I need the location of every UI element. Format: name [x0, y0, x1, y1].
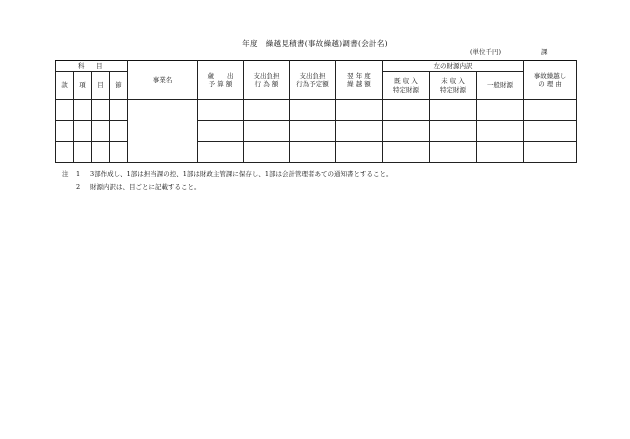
cell-kan[interactable]: [56, 100, 74, 121]
cell-kou[interactable]: [74, 142, 92, 163]
cell-shishutsu-yotei[interactable]: [290, 121, 336, 142]
header-kishu: 既 収 入 特定財源: [383, 72, 430, 100]
cell-shishutsu-koui[interactable]: [244, 142, 290, 163]
note-item: [62, 168, 393, 181]
unit-label: (単位千円): [470, 48, 502, 56]
cell-kishu[interactable]: [383, 100, 430, 121]
header-kou: 項: [74, 72, 92, 100]
cell-mishu[interactable]: [430, 142, 477, 163]
header-mishu: 未 収 入 特定財源: [430, 72, 477, 100]
cell-kou[interactable]: [74, 100, 92, 121]
cell-setsu[interactable]: [110, 121, 128, 142]
header-kan: 款: [56, 72, 74, 100]
carryover-table: [55, 60, 577, 163]
header-riyu: 事故繰越し の 理 由: [524, 61, 577, 100]
cell-shishutsu-yotei[interactable]: [290, 100, 336, 121]
header-setsu: 節: [110, 72, 128, 100]
header-zaigen-group: 左の財源内訳: [383, 61, 524, 72]
header-moku: 目: [92, 72, 110, 100]
cell-saishutsu[interactable]: [198, 142, 244, 163]
cell-kan[interactable]: [56, 121, 74, 142]
header-shishutsu-yotei: 支出負担 行為予定額: [290, 61, 336, 100]
cell-shishutsu-koui[interactable]: [244, 100, 290, 121]
cell-yokunendo[interactable]: [336, 142, 383, 163]
note-text: 財源内訳は、目ごとに記載すること。: [90, 183, 201, 191]
cell-setsu[interactable]: [110, 100, 128, 121]
header-shishutsu-futan: 支出負担 行 為 額: [244, 61, 290, 100]
year-label: 年度: [242, 39, 258, 48]
cell-saishutsu[interactable]: [198, 121, 244, 142]
header-yokunendo-kurikoshi: 翌 年 度 繰 越 額: [336, 61, 383, 100]
cell-moku[interactable]: [92, 142, 110, 163]
cell-setsu[interactable]: [110, 142, 128, 163]
cell-riyu[interactable]: [524, 142, 577, 163]
note-number: 2: [76, 183, 81, 191]
department-label: 課: [541, 48, 548, 56]
cell-moku[interactable]: [92, 100, 110, 121]
cell-yokunendo[interactable]: [336, 121, 383, 142]
cell-kishu[interactable]: [383, 121, 430, 142]
cell-yokunendo[interactable]: [336, 100, 383, 121]
cell-shishutsu-koui[interactable]: [244, 121, 290, 142]
cell-kishu[interactable]: [383, 142, 430, 163]
header-ippan: 一般財源: [477, 72, 524, 100]
cell-riyu[interactable]: [524, 121, 577, 142]
cell-kou[interactable]: [74, 121, 92, 142]
table-row: [56, 100, 577, 121]
cell-jigyo[interactable]: [128, 100, 198, 163]
cell-ippan[interactable]: [477, 142, 524, 163]
note-text: 3部作成し、1部は担当課の控、1部は財政主管課に保存し、1部は会計管理者あての通知書とすること。: [90, 170, 393, 178]
cell-riyu[interactable]: [524, 100, 577, 121]
cell-moku[interactable]: [92, 121, 110, 142]
cell-mishu[interactable]: [430, 100, 477, 121]
cell-kan[interactable]: [56, 142, 74, 163]
cell-shishutsu-yotei[interactable]: [290, 142, 336, 163]
header-jigyo: 事業名: [128, 61, 198, 100]
note-item: [62, 181, 393, 194]
header-saishutsu-yosan: 歳 出 予 算 額: [198, 61, 244, 100]
cell-ippan[interactable]: [477, 121, 524, 142]
note-head: 注: [62, 170, 69, 178]
notes: [62, 168, 393, 194]
cell-ippan[interactable]: [477, 100, 524, 121]
cell-mishu[interactable]: [430, 121, 477, 142]
document-title: [0, 38, 630, 49]
note-number: 1: [76, 170, 81, 178]
header-kamoku: 科 目: [56, 61, 128, 72]
cell-saishutsu[interactable]: [198, 100, 244, 121]
title-text: 繰越見積書(事故繰越)調書(会計名): [265, 39, 388, 48]
